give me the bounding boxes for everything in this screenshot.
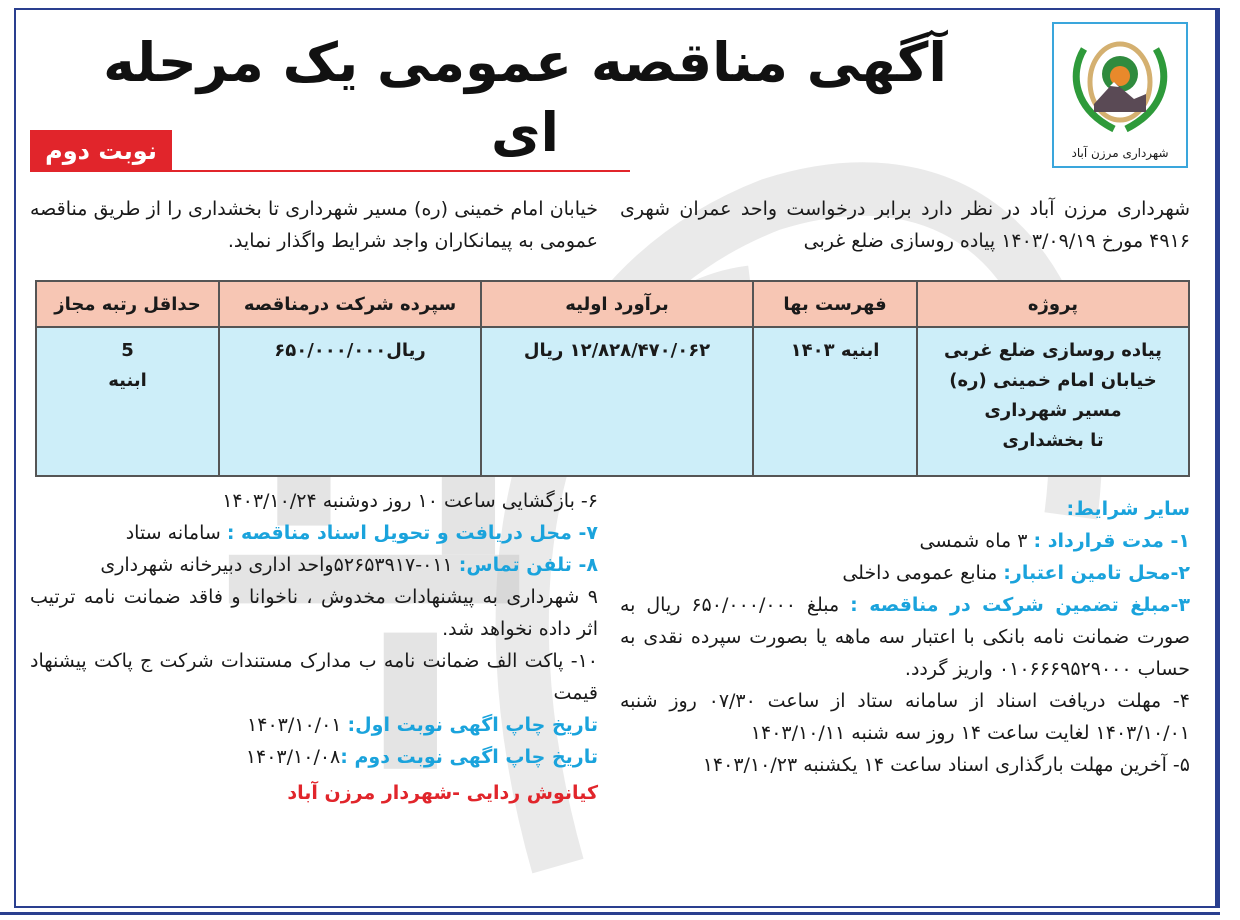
header-project: پروژه — [917, 281, 1189, 327]
print-date-2 — [30, 741, 598, 773]
badge-underline — [30, 170, 630, 172]
grade-number: 5 — [121, 340, 134, 361]
condition-3 — [620, 589, 1190, 685]
condition-label: ۲-محل تامین اعتبار: — [1003, 562, 1190, 584]
project-line: پیاده روسازی ضلع غربی — [944, 340, 1162, 361]
print-value: ۱۴۰۳/۱۰/۰۸ — [245, 746, 341, 768]
project-line: خیابان امام خمینی (ره) — [949, 370, 1157, 391]
grade-type: ابنیه — [108, 370, 147, 391]
bottom-rule — [0, 912, 1220, 915]
header-estimate: برآورد اولیه — [481, 281, 753, 327]
project-line: تا بخشداری — [1002, 430, 1104, 451]
cell-project — [917, 327, 1189, 476]
condition-6: ۶- بازگشایی ساعت ۱۰ روز دوشنبه ۱۴۰۳/۱۰/۲۴ — [222, 490, 598, 512]
project-line: مسیر شهرداری — [984, 400, 1122, 421]
table-header-row — [36, 281, 1189, 327]
condition-value: ۳ ماه شمسی — [919, 530, 1034, 552]
header-price-list: فهرست بها — [753, 281, 917, 327]
condition-9: ۹ شهرداری به پیشنهادات مخدوش ، ناخوانا و فاقد ضمانت نامه ترتیب اثر داده نخواهد شد. — [30, 586, 598, 640]
condition-4: ۴- مهلت دریافت اسناد از سامانه ستاد از ساعت ۰۷/۳۰ روز شنبه ۱۴۰۳/۱۰/۰۱ لغایت ساعت ۱۴ روز سه شنبه ۱۴۰۳/۱۰/۱۱ — [620, 690, 1190, 744]
condition-1 — [620, 525, 1190, 557]
cell-price-list: ابنیه ۱۴۰۳ — [753, 327, 917, 476]
table-row — [36, 327, 1189, 476]
tender-table — [35, 280, 1190, 477]
condition-8 — [30, 549, 598, 581]
cell-deposit: ریال۶۵۰/۰۰۰/۰۰۰ — [219, 327, 481, 476]
cell-estimate: ۱۲/۸۲۸/۴۷۰/۰۶۲ ریال — [481, 327, 753, 476]
print-date-1 — [30, 709, 598, 741]
print-label: تاریخ چاپ اگهی نوبت اول: — [347, 714, 598, 736]
condition-value: منابع عمومی داخلی — [842, 562, 1004, 584]
condition-2 — [620, 557, 1190, 589]
round-badge: نوبت دوم — [30, 130, 172, 172]
logo-caption: شهرداری مرزن آباد — [1071, 146, 1169, 160]
emblem-icon — [1054, 24, 1186, 139]
page-title: آگهی مناقصه عمومی یک مرحله ای — [103, 31, 947, 164]
condition-value: مبلغ ۶۵۰/۰۰۰/۰۰۰ ریال به صورت ضمانت نامه بانکی با اعتبار سه ماهه یا بصورت سپرده نقدی به حساب ۰۱۰۶۶۶۹۵۲۹۰۰۰ واریز گردد. — [620, 594, 1190, 680]
condition-label: ۱- مدت قرارداد : — [1033, 530, 1190, 552]
intro-left: خیابان امام خمینی (ره) مسیر شهرداری تا بخشداری را از طریق مناقصه عمومی به پیمانکاران واجد شرایط واگذار نماید. — [30, 198, 598, 252]
condition-label: ۳-مبلغ تضمین شرکت در مناقصه : — [850, 594, 1190, 616]
municipality-logo — [1052, 22, 1188, 168]
print-value: ۱۴۰۳/۱۰/۰۱ — [247, 714, 348, 736]
conditions-heading: سایر شرایط: — [1066, 498, 1190, 520]
signature: کیانوش ردایی -شهردار مرزن آباد — [287, 782, 598, 804]
conditions-left — [30, 485, 598, 809]
cell-grade — [36, 327, 219, 476]
header-deposit: سپرده شرکت درمناقصه — [219, 281, 481, 327]
condition-7 — [30, 517, 598, 549]
condition-5: ۵- آخرین مهلت بارگذاری اسناد ساعت ۱۴ یکشنبه ۱۴۰۳/۱۰/۲۳ — [702, 754, 1190, 776]
intro-right: شهرداری مرزن آباد در نظر دارد برابر درخواست واحد عمران شهری ۴۹۱۶ مورخ ۱۴۰۳/۰۹/۱۹ پیاده روسازی ضلع غربی — [620, 198, 1190, 252]
header-grade: حداقل رتبه مجاز — [36, 281, 219, 327]
conditions-right — [620, 493, 1190, 781]
condition-label: ۸- تلفن تماس: — [458, 554, 598, 576]
condition-value: سامانه ستاد — [125, 522, 227, 544]
condition-10: ۱۰- پاکت الف ضمانت نامه ب مدارک مستندات شرکت ج پاکت پیشنهاد قیمت — [30, 650, 598, 704]
condition-value: ۰۱۱-۵۲۶۵۳۹۱۷واحد اداری دبیرخانه شهرداری — [100, 554, 459, 576]
condition-label: ۷- محل دریافت و تحویل اسناد مناقصه : — [226, 522, 598, 544]
print-label: تاریخ چاپ اگهی نوبت دوم : — [340, 746, 598, 768]
